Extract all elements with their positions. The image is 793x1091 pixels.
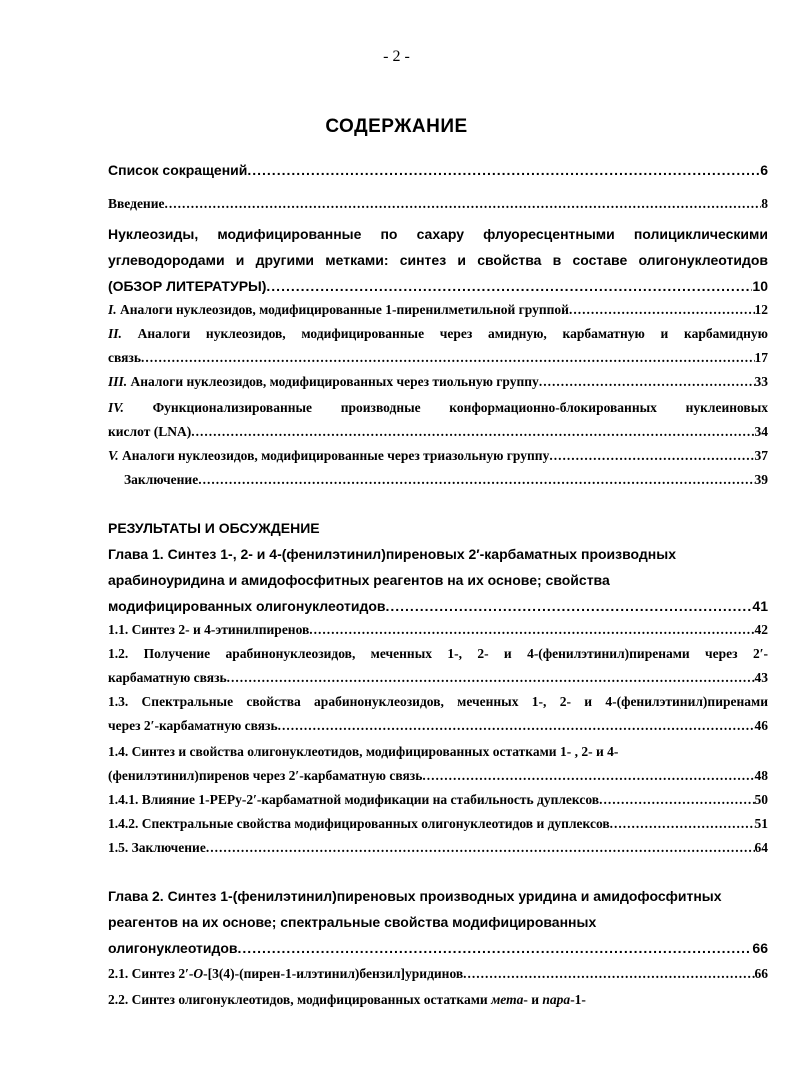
toc-text: Введение [108, 196, 165, 211]
toc-page: 34 [754, 424, 768, 439]
toc-text: кислот (LNA) [108, 424, 192, 439]
toc-entry-section-iv[interactable] [108, 400, 768, 444]
toc-page: 8 [761, 196, 768, 211]
toc-page: 46 [754, 718, 768, 733]
toc-entry-1-4[interactable] [108, 744, 768, 788]
toc-page: 51 [754, 816, 768, 831]
toc-entry-section-i[interactable] [108, 302, 768, 322]
toc-page: 66 [754, 966, 768, 981]
toc-entry-1-1[interactable] [108, 622, 768, 642]
toc-page: 37 [754, 448, 768, 463]
toc-entry-1-2[interactable] [108, 646, 768, 690]
toc-text: олигонуклеотидов [108, 940, 238, 956]
leader-dots [198, 472, 754, 488]
toc-page: 17 [754, 350, 768, 365]
leader-dots [539, 374, 755, 390]
toc-text: 1.2. Получение арабинонуклеозидов, меченных 1-, 2- и 4-(фенилэтинил)пиренами через 2′- [108, 646, 768, 661]
toc-page: 50 [754, 792, 768, 807]
toc-text: углеводородами и другими метками: синтез и свойства в составе олигонуклеотидов [108, 252, 768, 268]
toc-page: 43 [754, 670, 768, 685]
toc-entry-abbreviations[interactable] [108, 162, 768, 182]
toc-page: 33 [754, 374, 768, 389]
toc-text: 1.5. Заключение [108, 840, 206, 855]
toc-text: Заключение [124, 472, 199, 487]
leader-dots [266, 278, 752, 294]
toc-heading-results [108, 520, 768, 540]
toc-page: 10 [752, 278, 768, 294]
toc-page: 6 [760, 162, 768, 178]
toc-text: Глава 1. Синтез 1-, 2- и 4-(фенилэтинил)пиреновых 2′-карбаматных производных [108, 546, 676, 562]
toc-text: 2.2. Синтез олигонуклеотидов, модифицированных остатками мета- и пара-1- [108, 992, 586, 1007]
leader-dots [610, 816, 755, 832]
toc-text: (ОБЗОР ЛИТЕРАТУРЫ) [108, 278, 267, 294]
toc-text: через 2′-карбаматную связь [108, 718, 278, 733]
leader-dots [227, 670, 755, 686]
toc-text: II. Аналоги нуклеозидов, модифицированные через амидную, карбаматную и карбамидную [108, 326, 768, 341]
toc-entry-2-1[interactable] [108, 966, 768, 986]
toc-entry-introduction[interactable] [108, 196, 768, 216]
toc-text: (фенилэтинил)пиренов через 2′-карбаматную связь [108, 768, 423, 783]
toc-text: карбаматную связь [108, 670, 227, 685]
toc-page: 41 [752, 598, 768, 614]
toc-entry-chapter2[interactable] [108, 888, 768, 960]
toc-text: связь [108, 350, 141, 365]
leader-dots [385, 598, 752, 614]
toc-text: 1.4.2. Спектральные свойства модифицированных олигонуклеотидов и дуплексов [108, 816, 610, 831]
toc-entry-chapter1[interactable] [108, 546, 768, 618]
toc-text: 1.1. Синтез 2- и 4-этинилпиренов [108, 622, 310, 637]
toc-text: 2.1. Синтез 2′-O-[3(4)-(пирен-1-илэтинил)бензил]уридинов [108, 966, 464, 981]
leader-dots [599, 792, 754, 808]
toc-entry-2-2[interactable] [108, 992, 768, 1012]
toc-entry-1-4-2[interactable] [108, 816, 768, 836]
toc-entry-review[interactable] [108, 226, 768, 298]
toc-entry-section-v[interactable] [108, 448, 768, 468]
leader-dots [206, 840, 755, 856]
toc-page: 64 [754, 840, 768, 855]
toc-text: Глава 2. Синтез 1-(фенилэтинил)пиреновых производных уридина и амидофосфитных [108, 888, 722, 904]
toc-text: Список сокращений [108, 162, 248, 178]
toc-page: 12 [754, 302, 768, 317]
toc-text: арабиноуридина и амидофосфитных реагентов на их основе; свойства [108, 572, 610, 588]
toc-text: 1.4.1. Влияние 1-PEPy-2′-карбаматной модификации на стабильность дуплексов [108, 792, 600, 807]
leader-dots [141, 350, 755, 366]
leader-dots [463, 966, 754, 982]
toc-text: модифицированных олигонуклеотидов [108, 598, 386, 614]
leader-dots [309, 622, 754, 638]
toc-text: V. Аналоги нуклеозидов, модифицированные через триазольную группу [108, 448, 550, 463]
toc-entry-1-3[interactable] [108, 694, 768, 738]
leader-dots [569, 302, 755, 318]
toc-text: III. Аналоги нуклеозидов, модифицированных через тиольную группу [108, 374, 539, 389]
toc-text: Нуклеозиды, модифицированные по сахару флуоресцентными полициклическими [108, 226, 768, 242]
toc-entry-section-iii[interactable] [108, 374, 768, 394]
toc-page: 42 [754, 622, 768, 637]
toc-text: I. Аналоги нуклеозидов, модифицированные 1-пиренилметильной группой [108, 302, 569, 317]
leader-dots [549, 448, 754, 464]
toc-entry-section-ii[interactable] [108, 326, 768, 370]
leader-dots [422, 768, 754, 784]
toc-text: IV. Функционализированные производные конформационно-блокированных нуклеиновых [108, 400, 768, 415]
toc-text: реагентов на их основе; спектральные свойства модифицированных [108, 914, 597, 930]
page-title: СОДЕРЖАНИЕ [325, 116, 468, 137]
page-number: - 2 - [383, 48, 410, 65]
toc-entry-1-5[interactable] [108, 840, 768, 860]
toc-page: 66 [752, 940, 768, 956]
toc-text: РЕЗУЛЬТАТЫ И ОБСУЖДЕНИЕ [108, 520, 320, 536]
leader-dots [278, 718, 755, 734]
leader-dots [164, 196, 761, 212]
leader-dots [247, 162, 760, 178]
leader-dots [191, 424, 754, 440]
toc-entry-conclusion-review[interactable] [124, 472, 768, 492]
toc-page: 39 [754, 472, 768, 487]
toc-page: 48 [754, 768, 768, 783]
leader-dots [238, 940, 753, 956]
toc-text: 1.3. Спектральные свойства арабинонуклеозидов, меченных 1-, 2- и 4-(фенилэтинил)пиренами [108, 694, 768, 709]
toc-entry-1-4-1[interactable] [108, 792, 768, 812]
toc-text: 1.4. Синтез и свойства олигонуклеотидов, модифицированных остатками 1- , 2- и 4- [108, 744, 619, 759]
